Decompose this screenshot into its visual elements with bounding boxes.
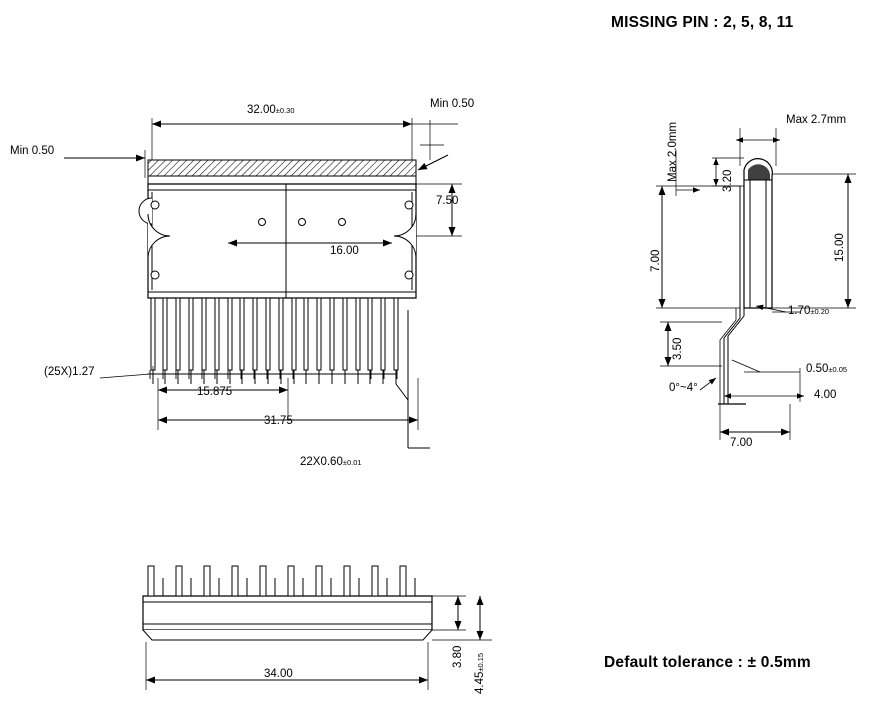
- dim-depth-700: 7.00: [730, 437, 753, 449]
- dim-pin-pitch-25x: (25X)1.27: [44, 366, 95, 378]
- top-view-geometry: [64, 118, 462, 448]
- dim-depth-400: 4.00: [814, 389, 837, 401]
- dim-hole-pitch-16: 16.00: [330, 245, 359, 257]
- dim-max-20mm: Max 2.0mm: [667, 121, 679, 182]
- dim-width-32: 32.00±0.30: [247, 104, 295, 116]
- dim-lead-170: 1.70±0.20: [788, 305, 830, 317]
- dim-height-380: 3.80: [452, 645, 464, 668]
- missing-pin-note: MISSING PIN : 2, 5, 8, 11: [611, 14, 794, 31]
- dim-body-1500: 15.00: [834, 233, 846, 262]
- tolerance-note: Default tolerance : ± 0.5mm: [604, 654, 811, 671]
- dim-lead-width-22x: 22X0.60±0.01: [300, 456, 362, 468]
- dim-lead-span-3175: 31.75: [264, 415, 293, 427]
- dim-min-050-right: Min 0.50: [430, 98, 475, 110]
- dim-min-050-left: Min 0.50: [10, 145, 55, 157]
- dim-standoff-350: 3.50: [672, 337, 684, 360]
- dim-height-445: 4.45±0.15: [474, 652, 486, 694]
- dim-height-700: 7.00: [650, 249, 662, 272]
- bottom-view-geometry: [143, 566, 492, 690]
- dim-thickness-050: 0.50±0.05: [806, 363, 848, 375]
- dim-angle-0-4: 0°~4°: [669, 382, 698, 394]
- dim-max-27mm: Max 2.7mm: [786, 114, 847, 126]
- dim-tab-320: 3.20: [722, 169, 734, 192]
- dim-lead-span-15875: 15.875: [197, 386, 233, 398]
- dim-height-750: 7.50: [436, 195, 459, 207]
- dim-width-3400: 34.00: [264, 668, 293, 680]
